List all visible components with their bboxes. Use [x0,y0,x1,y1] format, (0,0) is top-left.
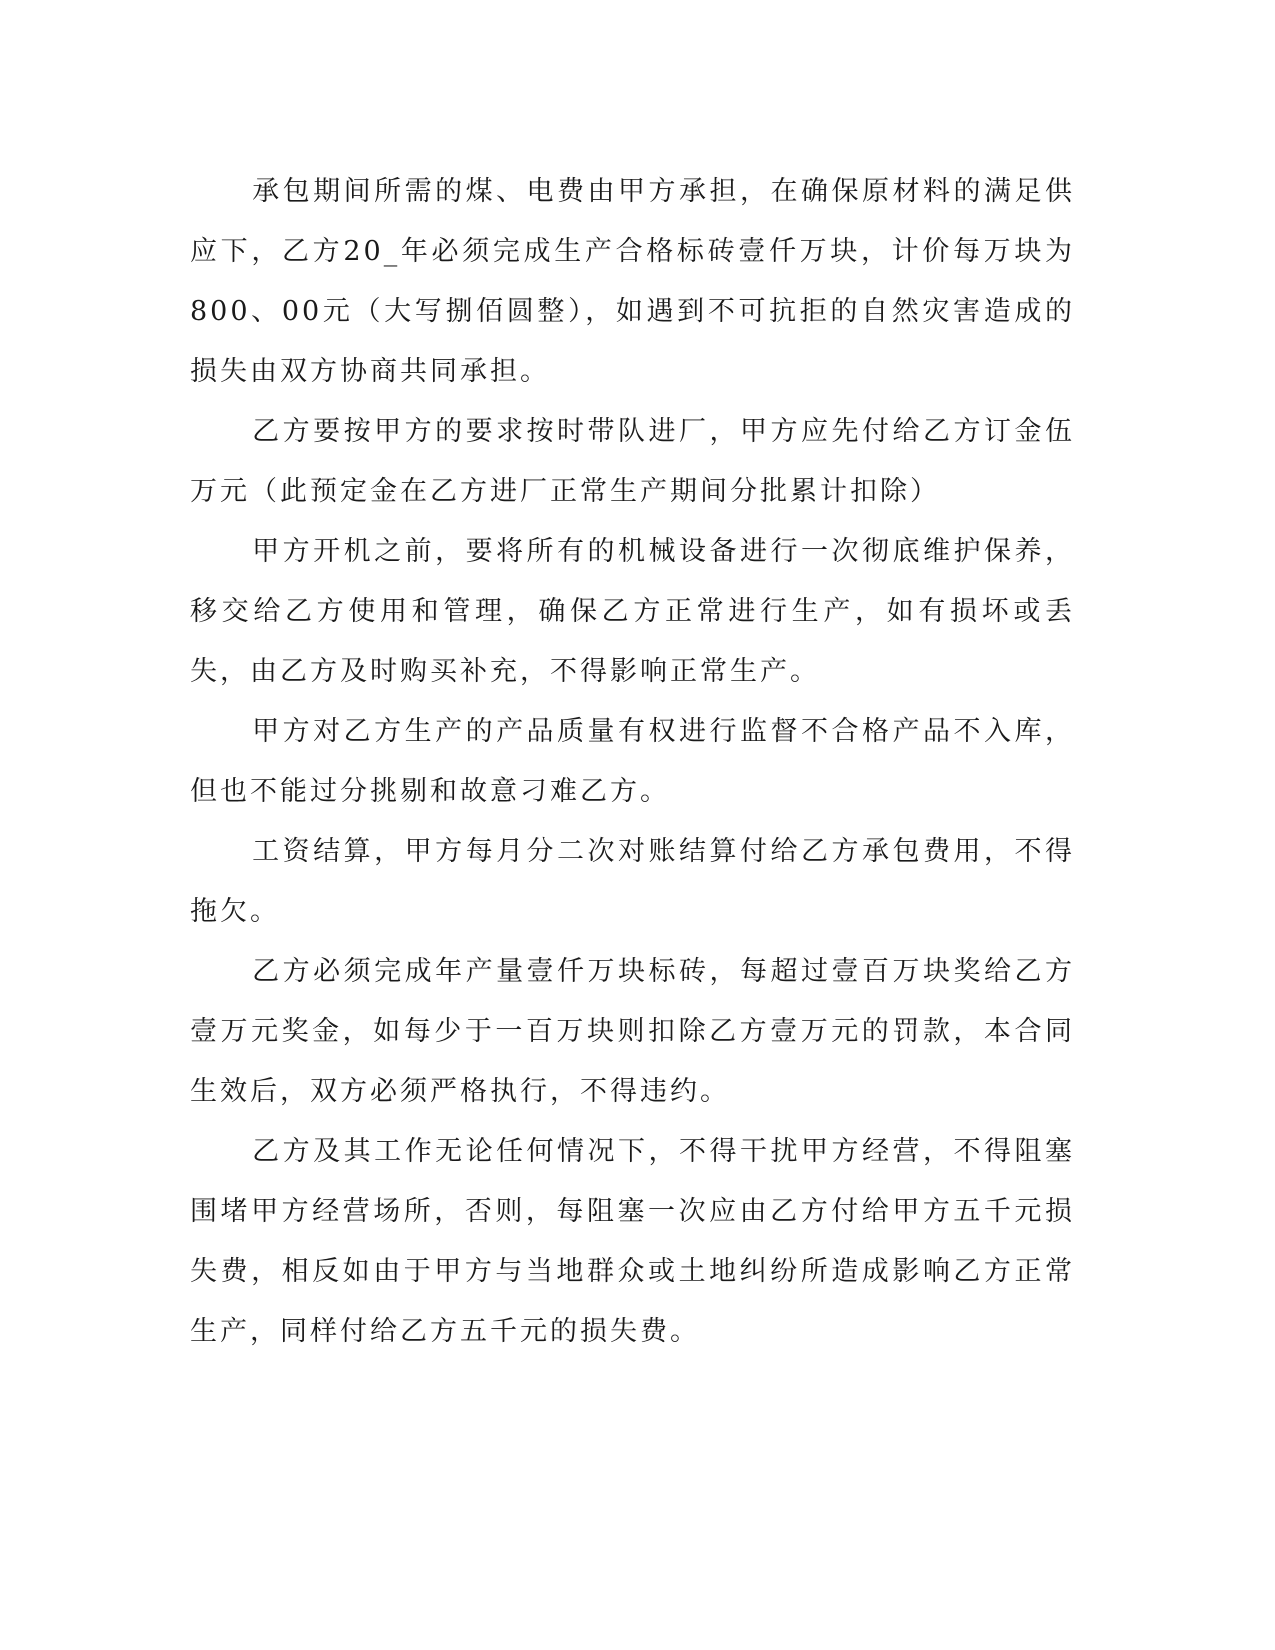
paragraph-coal-electricity-cost: 承包期间所需的煤、电费由甲方承担，在确保原材料的满足供应下，乙方20_年必须完成生产合格标砖壹仟万块，计价每万块为800、00元（大写捌佰圆整），如遇到不可抗拒的自然灾害造成的损失由双方协商共同承担。 [190,176,1075,387]
paragraph-quality-supervision: 甲方对乙方生产的产品质量有权进行监督不合格产品不入库，但也不能过分挑剔和故意刁难乙方。 [190,716,1075,807]
paragraph-equipment-maintenance: 甲方开机之前，要将所有的机械设备进行一次彻底维护保养，移交给乙方使用和管理，确保乙方正常进行生产，如有损坏或丢失，由乙方及时购买补充，不得影响正常生产。 [190,536,1075,687]
paragraph-interference-penalty: 乙方及其工作无论任何情况下，不得干扰甲方经营，不得阻塞围堵甲方经营场所，否则，每阻塞一次应由乙方付给甲方五千元损失费，相反如由于甲方与当地群众或土地纠纷所造成影响乙方正常生产，同样付给乙方五千元的损失费。 [190,1136,1075,1347]
paragraph-deposit: 乙方要按甲方的要求按时带队进厂，甲方应先付给乙方订金伍万元（此预定金在乙方进厂正常生产期间分批累计扣除） [190,416,1075,507]
paragraph-wage-settlement: 工资结算，甲方每月分二次对账结算付给乙方承包费用，不得拖欠。 [190,836,1075,927]
document-body [190,162,1075,1362]
paragraph-annual-output-bonus: 乙方必须完成年产量壹仟万块标砖，每超过壹百万块奖给乙方壹万元奖金，如每少于一百万块则扣除乙方壹万元的罚款，本合同生效后，双方必须严格执行，不得违约。 [190,956,1075,1107]
